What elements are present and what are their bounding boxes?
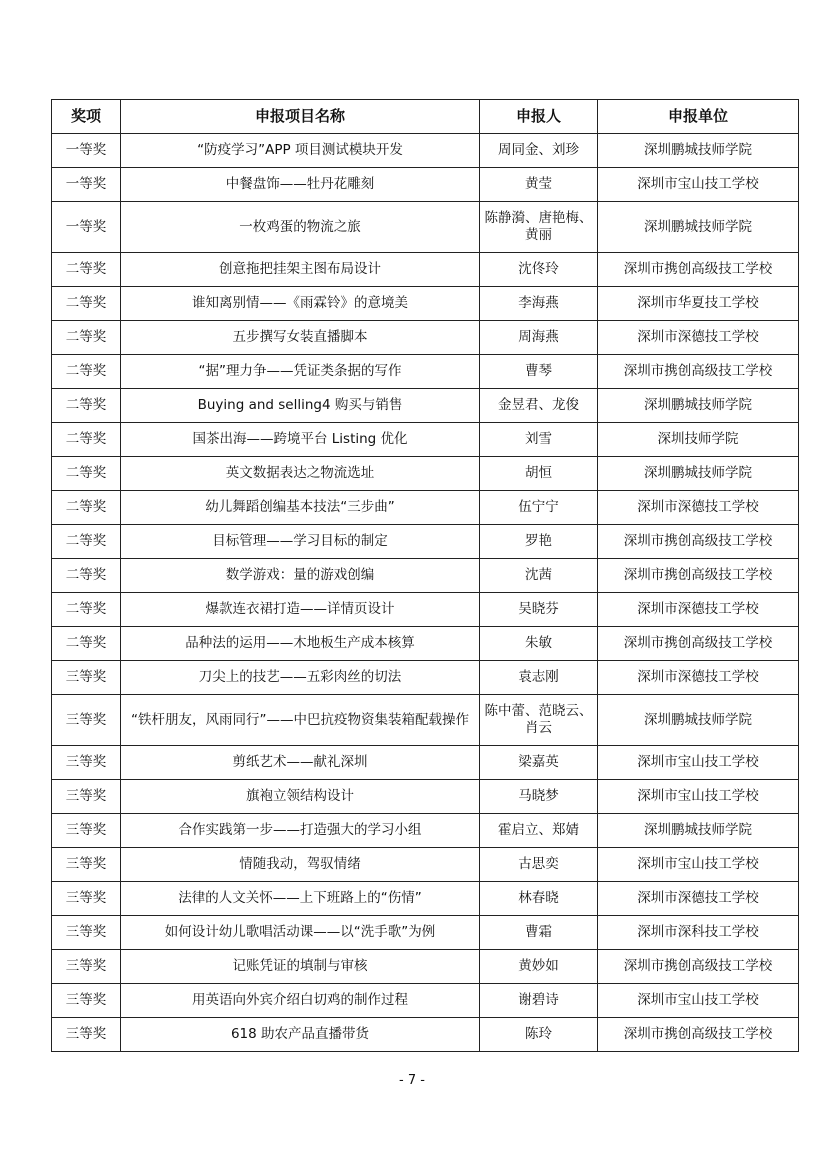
project-cell: “铁杆朋友，风雨同行”——中巴抗疫物资集装箱配载操作: [121, 695, 480, 746]
applicant-cell: 谢碧诗: [480, 984, 598, 1018]
project-cell: 剪纸艺术——献礼深圳: [121, 746, 480, 780]
project-cell: 旗袍立领结构设计: [121, 780, 480, 814]
unit-cell: 深圳市深科技工学校: [598, 916, 799, 950]
award-cell: 二等奖: [52, 423, 121, 457]
project-cell: 创意拖把挂架主图布局设计: [121, 253, 480, 287]
award-cell: 三等奖: [52, 746, 121, 780]
award-cell: 三等奖: [52, 984, 121, 1018]
award-cell: 三等奖: [52, 1018, 121, 1052]
award-cell: 二等奖: [52, 593, 121, 627]
award-cell: 二等奖: [52, 287, 121, 321]
project-cell: 幼儿舞蹈创编基本技法“三步曲”: [121, 491, 480, 525]
table-row: [52, 848, 799, 882]
award-cell: 三等奖: [52, 916, 121, 950]
applicant-cell: 陈玲: [480, 1018, 598, 1052]
table-row: [52, 950, 799, 984]
table-row: [52, 389, 799, 423]
unit-cell: 深圳市宝山技工学校: [598, 780, 799, 814]
table-row: [52, 661, 799, 695]
project-cell: 刀尖上的技艺——五彩肉丝的切法: [121, 661, 480, 695]
unit-cell: 深圳市深德技工学校: [598, 593, 799, 627]
unit-cell: 深圳市携创高级技工学校: [598, 627, 799, 661]
applicant-cell: 黄莹: [480, 168, 598, 202]
award-cell: 二等奖: [52, 253, 121, 287]
unit-cell: 深圳市携创高级技工学校: [598, 355, 799, 389]
award-cell: 三等奖: [52, 950, 121, 984]
project-cell: “防疫学习”APP 项目测试模块开发: [121, 134, 480, 168]
project-cell: “据”理力争——凭证类条据的写作: [121, 355, 480, 389]
award-cell: 一等奖: [52, 134, 121, 168]
unit-cell: 深圳鹏城技师学院: [598, 814, 799, 848]
project-cell: 爆款连衣裙打造——详情页设计: [121, 593, 480, 627]
page-number: - 7 -: [399, 1073, 425, 1088]
project-cell: 法律的人文关怀——上下班路上的“伤情”: [121, 882, 480, 916]
header-project: 申报项目名称: [121, 100, 480, 134]
table-row: [52, 780, 799, 814]
award-cell: 二等奖: [52, 559, 121, 593]
project-cell: 如何设计幼儿歌唱活动课——以“洗手歌”为例: [121, 916, 480, 950]
table-row: [52, 253, 799, 287]
award-cell: 三等奖: [52, 882, 121, 916]
applicant-cell: 袁志刚: [480, 661, 598, 695]
award-cell: 二等奖: [52, 457, 121, 491]
applicant-cell: 李海燕: [480, 287, 598, 321]
unit-cell: 深圳市宝山技工学校: [598, 848, 799, 882]
unit-cell: 深圳市深德技工学校: [598, 491, 799, 525]
applicant-cell: 陈静漪、唐艳梅、黄丽: [480, 202, 598, 253]
applicant-cell: 金昱君、龙俊: [480, 389, 598, 423]
unit-cell: 深圳鹏城技师学院: [598, 202, 799, 253]
applicant-cell: 胡恒: [480, 457, 598, 491]
project-cell: 中餐盘饰——牡丹花雕刻: [121, 168, 480, 202]
applicant-cell: 马晓梦: [480, 780, 598, 814]
unit-cell: 深圳市华夏技工学校: [598, 287, 799, 321]
applicant-cell: 沈佟玲: [480, 253, 598, 287]
award-cell: 一等奖: [52, 168, 121, 202]
table-row: [52, 525, 799, 559]
project-cell: 合作实践第一步——打造强大的学习小组: [121, 814, 480, 848]
unit-cell: 深圳市深德技工学校: [598, 882, 799, 916]
award-cell: 三等奖: [52, 814, 121, 848]
table-row: [52, 355, 799, 389]
table-row: [52, 168, 799, 202]
table-row: [52, 593, 799, 627]
table-row: [52, 814, 799, 848]
applicant-cell: 吴晓芬: [480, 593, 598, 627]
project-cell: 618 助农产品直播带货: [121, 1018, 480, 1052]
unit-cell: 深圳鹏城技师学院: [598, 695, 799, 746]
project-cell: 用英语向外宾介绍白切鸡的制作过程: [121, 984, 480, 1018]
table-row: [52, 423, 799, 457]
unit-cell: 深圳市宝山技工学校: [598, 168, 799, 202]
award-cell: 三等奖: [52, 780, 121, 814]
table-header-row: [52, 100, 799, 134]
table-row: [52, 321, 799, 355]
award-cell: 一等奖: [52, 202, 121, 253]
project-cell: 目标管理——学习目标的制定: [121, 525, 480, 559]
unit-cell: 深圳市携创高级技工学校: [598, 253, 799, 287]
project-cell: 情随我动，驾驭情绪: [121, 848, 480, 882]
applicant-cell: 古思奕: [480, 848, 598, 882]
applicant-cell: 周海燕: [480, 321, 598, 355]
applicant-cell: 刘雪: [480, 423, 598, 457]
award-cell: 二等奖: [52, 491, 121, 525]
unit-cell: 深圳市深德技工学校: [598, 661, 799, 695]
header-unit: 申报单位: [598, 100, 799, 134]
project-cell: 记账凭证的填制与审核: [121, 950, 480, 984]
applicant-cell: 周同金、刘珍: [480, 134, 598, 168]
unit-cell: 深圳鹏城技师学院: [598, 457, 799, 491]
unit-cell: 深圳市宝山技工学校: [598, 746, 799, 780]
table-row: [52, 882, 799, 916]
unit-cell: 深圳市携创高级技工学校: [598, 559, 799, 593]
unit-cell: 深圳鹏城技师学院: [598, 389, 799, 423]
table-row: [52, 134, 799, 168]
applicant-cell: 霍启立、郑婧: [480, 814, 598, 848]
project-cell: 谁知离别情——《雨霖铃》的意境美: [121, 287, 480, 321]
applicant-cell: 罗艳: [480, 525, 598, 559]
award-cell: 二等奖: [52, 389, 121, 423]
table-row: [52, 984, 799, 1018]
applicant-cell: 朱敏: [480, 627, 598, 661]
table-row: [52, 1018, 799, 1052]
unit-cell: 深圳市携创高级技工学校: [598, 950, 799, 984]
applicant-cell: 伍宁宁: [480, 491, 598, 525]
unit-cell: 深圳市携创高级技工学校: [598, 1018, 799, 1052]
table-row: [52, 916, 799, 950]
applicant-cell: 曹霜: [480, 916, 598, 950]
award-cell: 二等奖: [52, 355, 121, 389]
project-cell: 数学游戏：量的游戏创编: [121, 559, 480, 593]
unit-cell: 深圳市宝山技工学校: [598, 984, 799, 1018]
header-applicant: 申报人: [480, 100, 598, 134]
award-cell: 三等奖: [52, 695, 121, 746]
unit-cell: 深圳市深德技工学校: [598, 321, 799, 355]
awards-table: [51, 99, 799, 1052]
project-cell: 一枚鸡蛋的物流之旅: [121, 202, 480, 253]
project-cell: 五步撰写女装直播脚本: [121, 321, 480, 355]
award-cell: 二等奖: [52, 321, 121, 355]
applicant-cell: 梁嘉英: [480, 746, 598, 780]
header-award: 奖项: [52, 100, 121, 134]
table-row: [52, 491, 799, 525]
applicant-cell: 曹琴: [480, 355, 598, 389]
project-cell: 品种法的运用——木地板生产成本核算: [121, 627, 480, 661]
unit-cell: 深圳鹏城技师学院: [598, 134, 799, 168]
award-cell: 二等奖: [52, 627, 121, 661]
project-cell: Buying and selling4 购买与销售: [121, 389, 480, 423]
applicant-cell: 沈茜: [480, 559, 598, 593]
award-cell: 三等奖: [52, 848, 121, 882]
project-cell: 英文数据表达之物流选址: [121, 457, 480, 491]
table-row: [52, 746, 799, 780]
table-row: [52, 695, 799, 746]
award-cell: 三等奖: [52, 661, 121, 695]
table-row: [52, 627, 799, 661]
applicant-cell: 黄妙如: [480, 950, 598, 984]
project-cell: 国茶出海——跨境平台 Listing 优化: [121, 423, 480, 457]
table-row: [52, 287, 799, 321]
table-row: [52, 559, 799, 593]
award-cell: 二等奖: [52, 525, 121, 559]
applicant-cell: 陈中蕾、范晓云、肖云: [480, 695, 598, 746]
applicant-cell: 林春晓: [480, 882, 598, 916]
unit-cell: 深圳技师学院: [598, 423, 799, 457]
unit-cell: 深圳市携创高级技工学校: [598, 525, 799, 559]
table-row: [52, 457, 799, 491]
table-row: [52, 202, 799, 253]
